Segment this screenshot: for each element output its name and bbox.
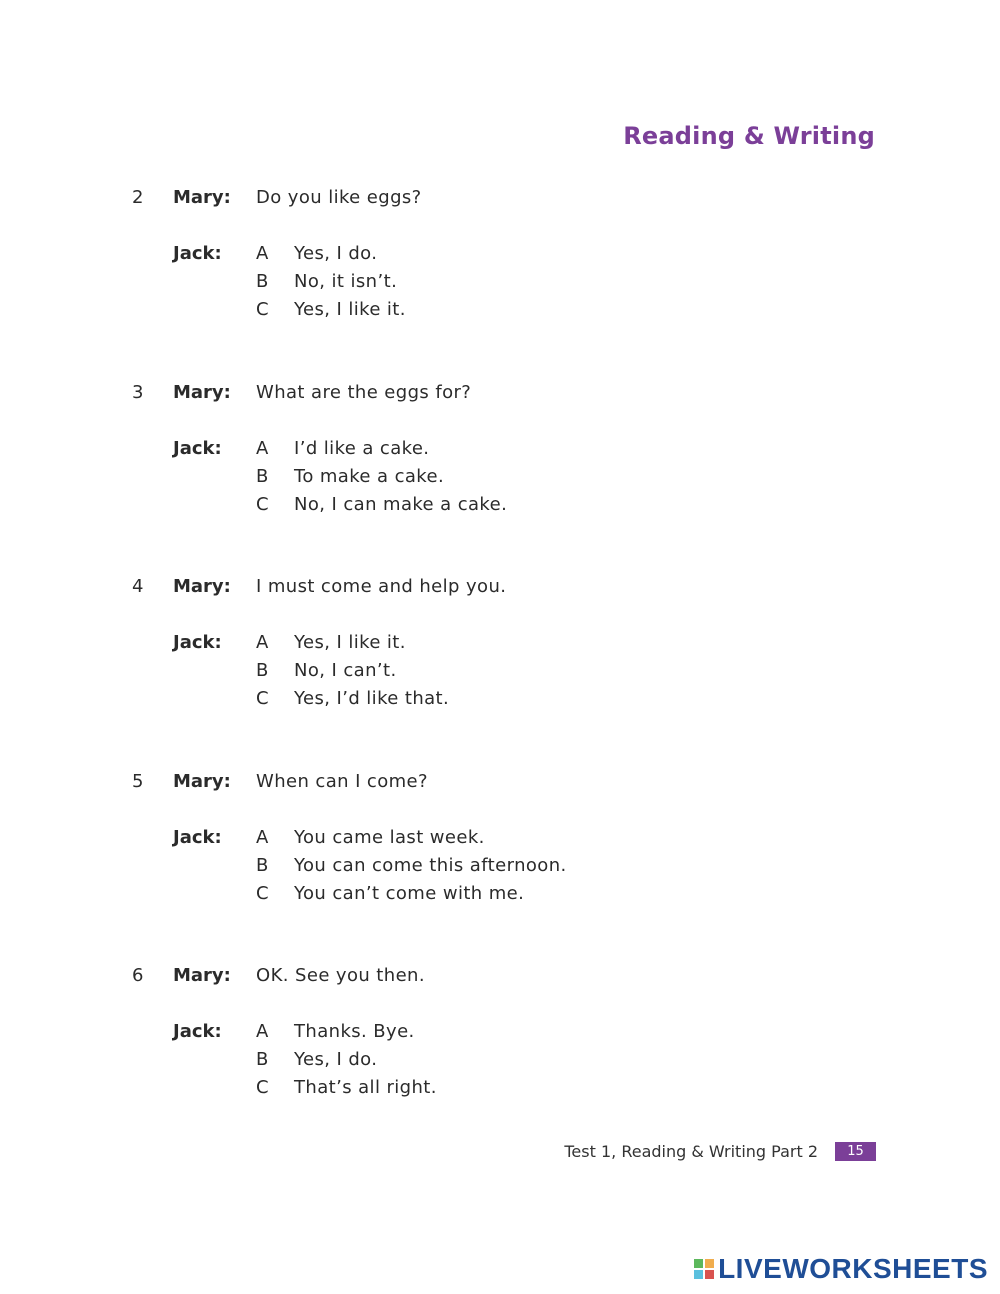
option-letter: C — [256, 1077, 269, 1098]
question-number: 3 — [132, 382, 144, 403]
option-text: I’d like a cake. — [294, 438, 430, 459]
question-prompt: I must come and help you. — [256, 576, 507, 597]
option-text: Thanks. Bye. — [294, 1021, 415, 1042]
option-letter: A — [256, 1021, 269, 1042]
question-prompt: When can I come? — [256, 771, 428, 792]
option-text: Yes, I like it. — [294, 632, 406, 653]
option-letter: B — [256, 466, 269, 487]
question-5 — [0, 770, 1000, 930]
option-text: No, it isn’t. — [294, 271, 398, 292]
question-number: 5 — [132, 771, 144, 792]
option-text: You came last week. — [294, 827, 485, 848]
option-c[interactable] — [256, 298, 856, 326]
question-4 — [0, 575, 1000, 735]
page-number-badge: 15 — [835, 1142, 876, 1161]
option-c[interactable] — [256, 493, 856, 521]
liveworksheets-logo-icon — [694, 1259, 714, 1279]
speaker-mary: Mary: — [173, 965, 231, 986]
speaker-jack: Jack: — [173, 1021, 222, 1042]
speaker-jack: Jack: — [173, 438, 222, 459]
option-letter: A — [256, 438, 269, 459]
option-b[interactable] — [256, 854, 856, 882]
option-a[interactable] — [256, 1020, 856, 1048]
option-letter: C — [256, 494, 269, 515]
option-text: That’s all right. — [294, 1077, 437, 1098]
speaker-mary: Mary: — [173, 187, 231, 208]
footer-section-label: Test 1, Reading & Writing Part 2 — [564, 1142, 818, 1161]
brand-wordmark: LIVEWORKSHEETS — [718, 1253, 988, 1284]
speaker-jack: Jack: — [173, 243, 222, 264]
option-text: You can come this afternoon. — [294, 855, 567, 876]
option-text: No, I can make a cake. — [294, 494, 508, 515]
option-b[interactable] — [256, 270, 856, 298]
option-b[interactable] — [256, 659, 856, 687]
option-letter: B — [256, 855, 269, 876]
option-letter: B — [256, 271, 269, 292]
option-text: Yes, I do. — [294, 1049, 378, 1070]
option-letter: A — [256, 243, 269, 264]
question-prompt: What are the eggs for? — [256, 382, 472, 403]
option-c[interactable] — [256, 687, 856, 715]
question-6 — [0, 964, 1000, 1124]
option-letter: A — [256, 827, 269, 848]
option-a[interactable] — [256, 826, 856, 854]
question-number: 2 — [132, 187, 144, 208]
question-3 — [0, 381, 1000, 541]
speaker-jack: Jack: — [173, 632, 222, 653]
question-2 — [0, 186, 1000, 346]
option-a[interactable] — [256, 242, 856, 270]
option-a[interactable] — [256, 631, 856, 659]
option-text: To make a cake. — [294, 466, 445, 487]
option-text: You can’t come with me. — [294, 883, 525, 904]
option-letter: B — [256, 1049, 269, 1070]
option-letter: C — [256, 688, 269, 709]
question-prompt: OK. See you then. — [256, 965, 425, 986]
question-prompt: Do you like eggs? — [256, 187, 422, 208]
speaker-mary: Mary: — [173, 771, 231, 792]
liveworksheets-brand[interactable] — [694, 1254, 988, 1284]
option-text: Yes, I like it. — [294, 299, 406, 320]
option-b[interactable] — [256, 1048, 856, 1076]
speaker-mary: Mary: — [173, 382, 231, 403]
speaker-mary: Mary: — [173, 576, 231, 597]
speaker-jack: Jack: — [173, 827, 222, 848]
option-text: Yes, I’d like that. — [294, 688, 450, 709]
option-letter: A — [256, 632, 269, 653]
option-text: No, I can’t. — [294, 660, 397, 681]
option-text: Yes, I do. — [294, 243, 378, 264]
question-number: 4 — [132, 576, 144, 597]
option-b[interactable] — [256, 465, 856, 493]
page-section-title: Reading & Writing — [623, 122, 875, 150]
question-number: 6 — [132, 965, 144, 986]
option-a[interactable] — [256, 437, 856, 465]
option-letter: C — [256, 883, 269, 904]
option-letter: B — [256, 660, 269, 681]
option-letter: C — [256, 299, 269, 320]
option-c[interactable] — [256, 1076, 856, 1104]
option-c[interactable] — [256, 882, 856, 910]
